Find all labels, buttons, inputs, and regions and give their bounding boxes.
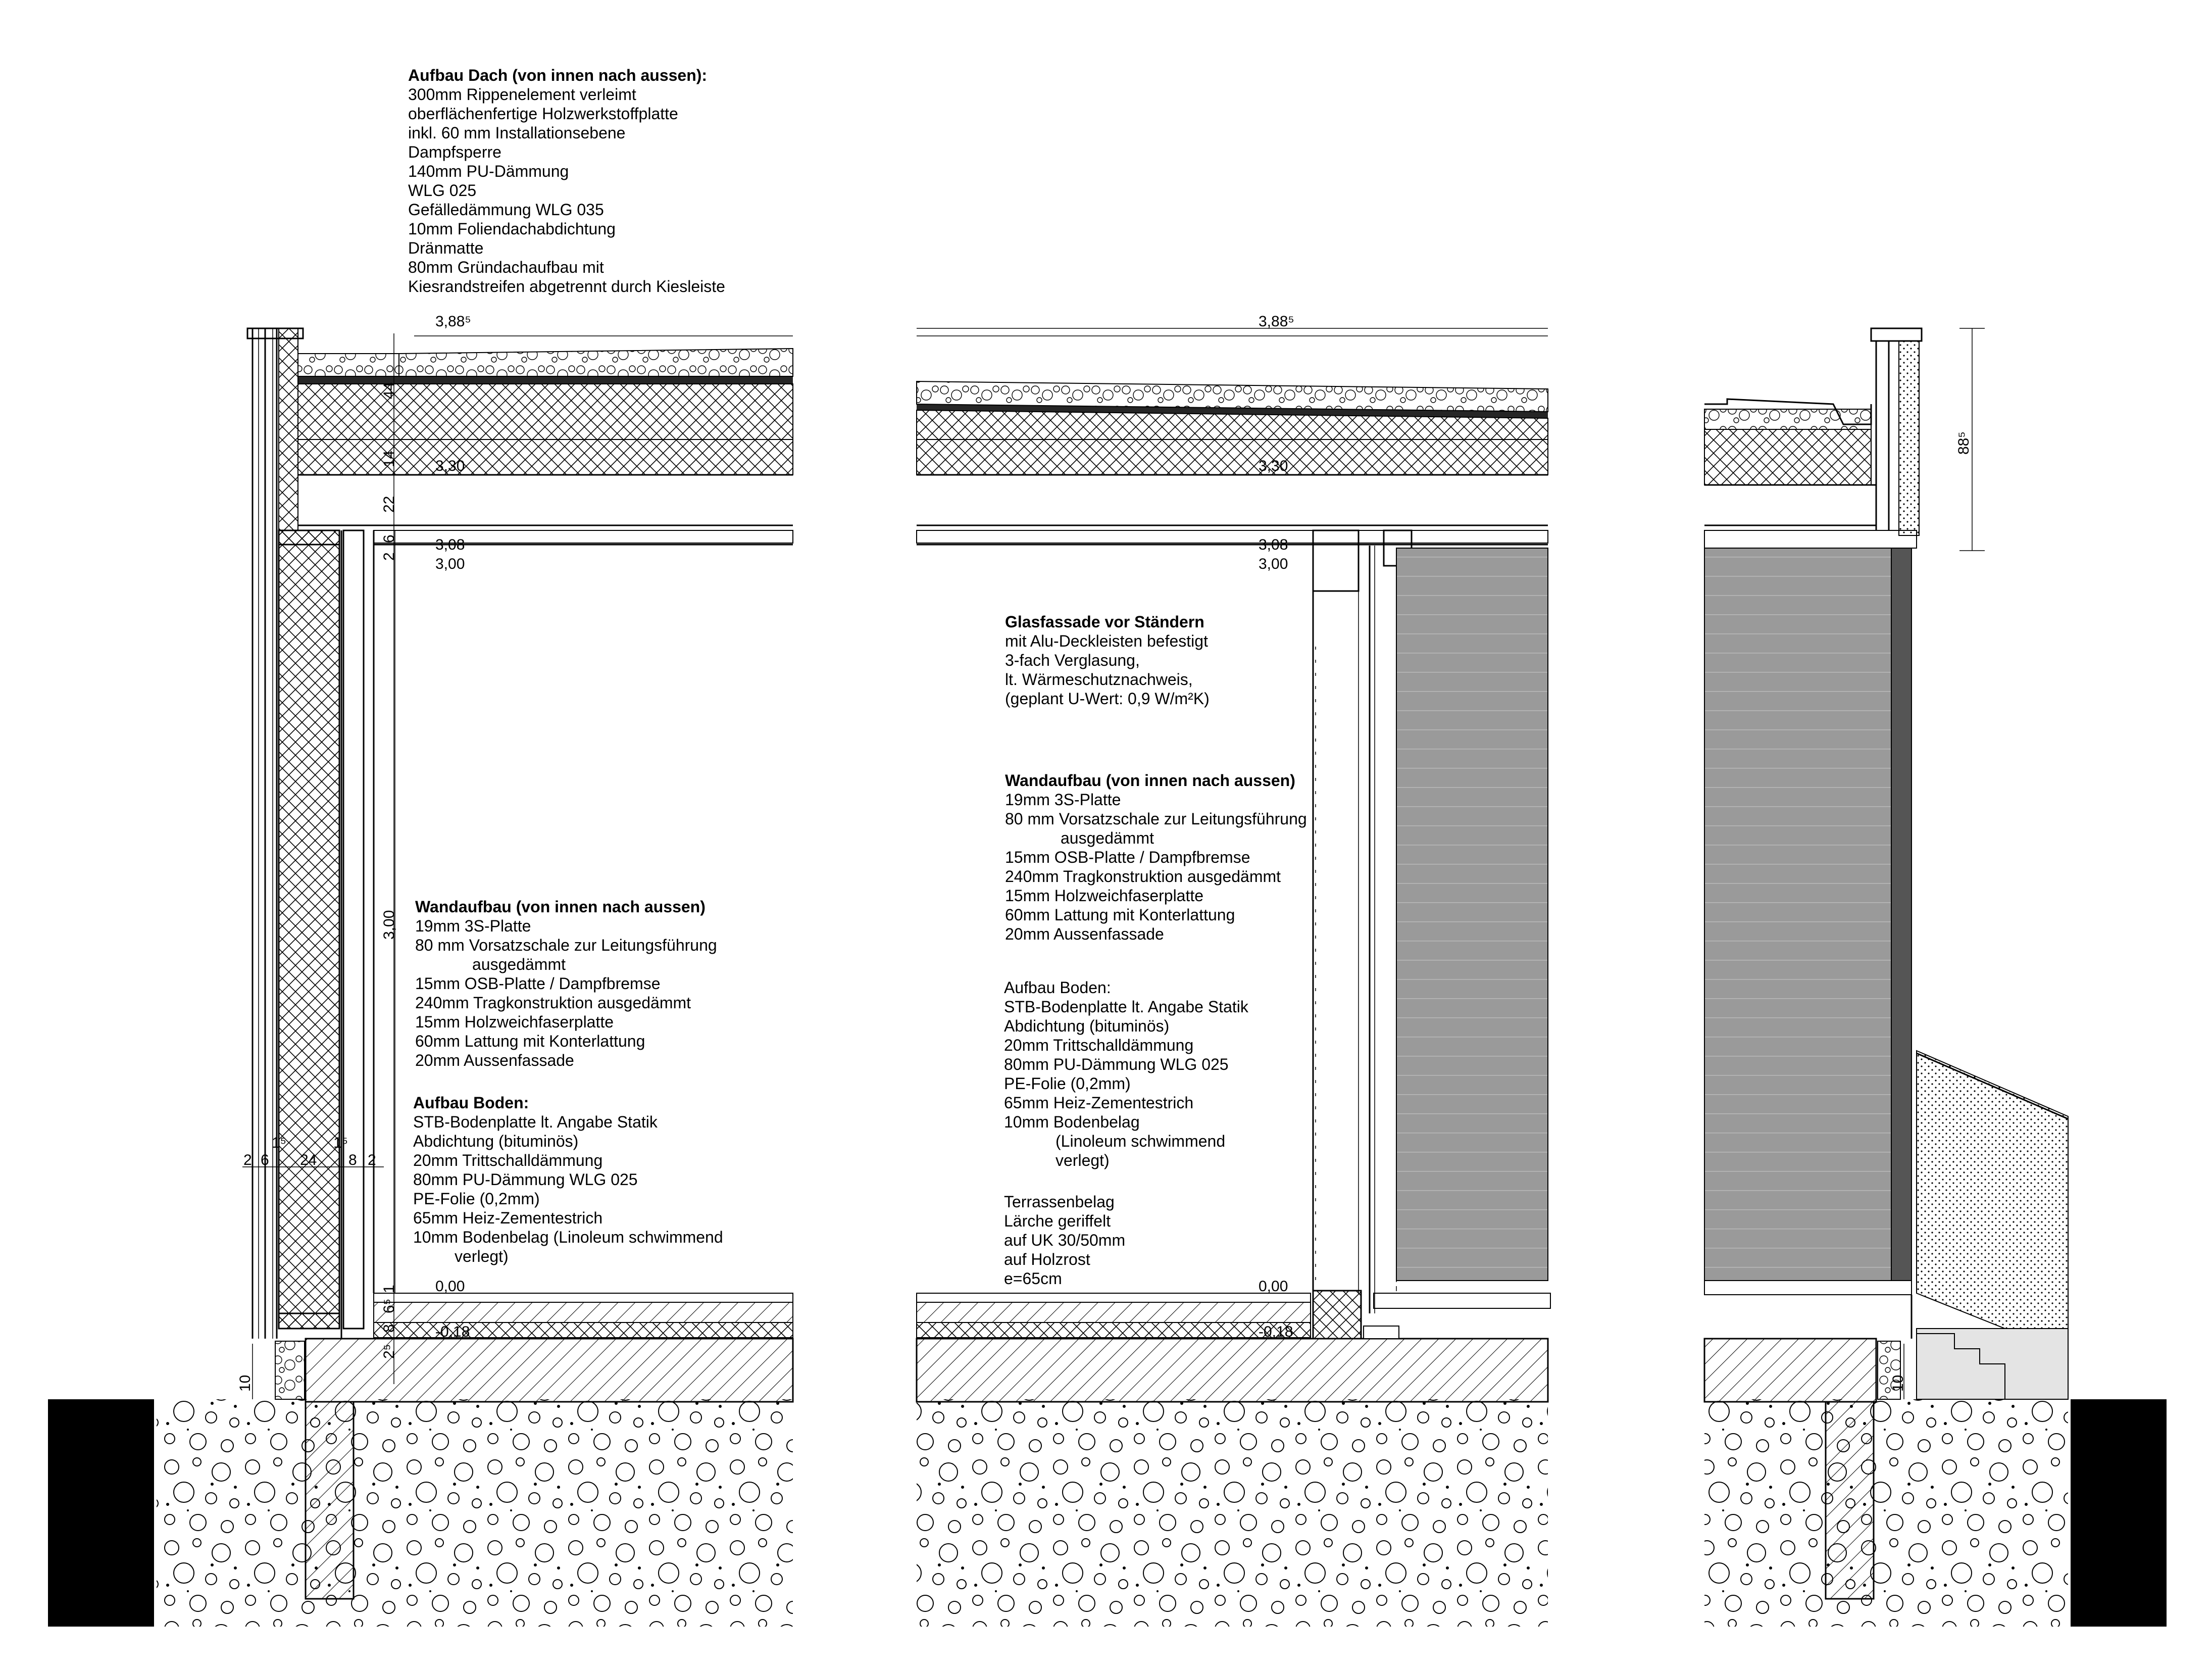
dim-wall-6: 6 [261, 1152, 269, 1168]
note-roof-line: 300mm Rippenelement verleimt [408, 85, 636, 104]
note-roof-line: 140mm PU-Dämmung [408, 162, 569, 180]
level-floor-mid: 0,00 [1259, 1278, 1288, 1295]
note-wall-left-line: 15mm OSB-Platte / Dampfbremse [415, 974, 661, 993]
note-floor-right-line: 65mm Heiz-Zementestrich [1004, 1094, 1194, 1112]
note-glass-heading: Glasfassade vor Ständern [1005, 613, 1204, 631]
note-floor-right-line: 80mm PU-Dämmung WLG 025 [1004, 1055, 1229, 1073]
note-floor-right-line: Abdichtung (bituminös) [1004, 1017, 1170, 1035]
dim-wall-8: 8 [348, 1152, 357, 1168]
level-ceiling-left: 3,00 [435, 556, 465, 572]
dim-floor-65: 6⁵ [381, 1298, 397, 1313]
note-floor-right-line: 20mm Trittschalldämmung [1004, 1036, 1194, 1054]
ground [157, 1399, 2068, 1627]
note-wall-right-line: 80 mm Vorsatzschale zur Leitungsführung [1005, 810, 1307, 828]
note-wall-left-line: ausgedämmt [472, 955, 566, 973]
note-floor-left-line: 20mm Trittschalldämmung [413, 1151, 603, 1169]
note-roof-line: WLG 025 [408, 181, 477, 200]
left-wall [253, 328, 395, 1339]
floor-buildup [374, 1293, 1311, 1338]
ground-edge-block-left [48, 1399, 154, 1627]
floor-slab [306, 1339, 1876, 1402]
right-roof-parapet [1704, 328, 1922, 548]
level-roof-top-left: 3,88⁵ [435, 313, 471, 330]
note-floor-left-line: Abdichtung (bituminös) [413, 1132, 579, 1150]
note-roof-line: Dränmatte [408, 239, 484, 257]
note-glass [1005, 613, 1210, 708]
note-floor-left-line: PE-Folie (0,2mm) [413, 1190, 540, 1208]
note-wall-right-heading: Wandaufbau (von innen nach aussen) [1005, 771, 1295, 790]
note-floor-right-line: PE-Folie (0,2mm) [1004, 1074, 1131, 1093]
note-roof-line: 80mm Gründachaufbau mit [408, 258, 604, 276]
note-floor-right-line: 10mm Bodenbelag [1004, 1113, 1140, 1131]
note-floor-right-line: verlegt) [1055, 1151, 1110, 1169]
note-wall-right-line: 19mm 3S-Platte [1005, 791, 1121, 809]
note-roof-line: inkl. 60 mm Installationsebene [408, 124, 626, 142]
note-wall-right [1005, 771, 1307, 943]
note-floor-left-line: STB-Bodenplatte lt. Angabe Statik [413, 1113, 658, 1131]
note-floor-right-line: STB-Bodenplatte lt. Angabe Statik [1004, 998, 1248, 1016]
ground-edge-block-right [2071, 1399, 2167, 1627]
dim-roof-2: 2 [381, 552, 397, 561]
note-roof-line: Kiesrandstreifen abgetrennt durch Kiesleiste [408, 277, 725, 296]
dim-wall-15a: 1⁵ [272, 1135, 287, 1151]
terrace-railing [1917, 1051, 2068, 1399]
dim-floor-1: 1 [381, 1285, 397, 1293]
dim-wall-24: 24 [300, 1152, 317, 1168]
dim-wall-15b: 1⁵ [333, 1135, 348, 1151]
note-floor-left-line: 80mm PU-Dämmung WLG 025 [413, 1170, 638, 1189]
note-floor-left-line: 10mm Bodenbelag (Linoleum schwimmend [413, 1228, 723, 1246]
note-floor-right-heading: Aufbau Boden: [1004, 978, 1111, 997]
facade-corner-profile [1891, 548, 1912, 1281]
note-wall-right-line: 15mm OSB-Platte / Dampfbremse [1005, 848, 1250, 866]
level-ceiling-top-mid: 3,08 [1259, 536, 1288, 553]
note-wall-right-line: 60mm Lattung mit Konterlattung [1005, 906, 1235, 924]
note-wall-right-line: 240mm Tragkonstruktion ausgedämmt [1005, 867, 1281, 886]
note-glass-line: 3-fach Verglasung, [1005, 651, 1140, 669]
note-roof-line: oberflächenfertige Holzwerkstoffplatte [408, 105, 678, 123]
note-roof-line: 10mm Foliendachabdichtung [408, 220, 616, 238]
dim-roof-6: 6 [381, 534, 397, 543]
note-terrace-line: Lärche geriffelt [1004, 1212, 1111, 1230]
roof-left [247, 328, 793, 545]
dim-floor-25: 2⁵ [381, 1344, 397, 1359]
note-wall-right-line: ausgedämmt [1061, 829, 1154, 847]
level-ceiling-mid: 3,00 [1259, 556, 1288, 572]
note-wall-left-line: 15mm Holzweichfaserplatte [415, 1013, 614, 1031]
note-glass-line: lt. Wärmeschutznachweis, [1005, 670, 1193, 689]
facade-base-rail [1704, 1281, 1912, 1295]
note-roof-heading: Aufbau Dach (von innen nach aussen): [408, 66, 708, 84]
dim-parapet: 88⁵ [1955, 431, 1972, 455]
dim-roof-14: 14 [381, 450, 397, 467]
note-wall-left-heading: Wandaufbau (von innen nach aussen) [415, 898, 706, 916]
dim-room-height: 3,00 [381, 910, 397, 940]
note-floor-right [1004, 978, 1249, 1169]
note-glass-line: (geplant U-Wert: 0,9 W/m²K) [1005, 690, 1210, 708]
note-glass-line: mit Alu-Deckleisten befestigt [1005, 632, 1208, 650]
note-wall-left [415, 898, 717, 1069]
dim-plinth-right: 10 [1890, 1375, 1906, 1392]
note-roof-line: Gefälledämmung WLG 035 [408, 201, 604, 219]
dim-plinth-left: 10 [237, 1375, 254, 1392]
note-floor-left-heading: Aufbau Boden: [413, 1094, 529, 1112]
roof-mid [917, 328, 1548, 545]
dim-floor-8: 8 [381, 1324, 397, 1333]
perimeter-insulation-left [275, 1341, 305, 1399]
note-floor-right-line: (Linoleum schwimmend [1055, 1132, 1226, 1150]
dim-wall-2a: 2 [243, 1152, 252, 1168]
level-roof-struct-left: 3,30 [435, 458, 465, 474]
note-wall-left-line: 19mm 3S-Platte [415, 917, 531, 935]
note-terrace-line: Terrassenbelag [1004, 1193, 1115, 1211]
note-terrace-line: auf Holzrost [1004, 1250, 1090, 1268]
note-wall-left-line: 80 mm Vorsatzschale zur Leitungsführung [415, 936, 717, 954]
note-wall-left-line: 60mm Lattung mit Konterlattung [415, 1032, 645, 1050]
note-floor-left [413, 1094, 723, 1265]
level-roof-top-mid: 3,88⁵ [1259, 313, 1294, 330]
note-terrace-line: auf UK 30/50mm [1004, 1231, 1126, 1249]
note-roof-line: Dampfsperre [408, 143, 501, 161]
note-wall-left-line: 20mm Aussenfassade [415, 1051, 574, 1069]
dim-roof-44: 44 [381, 382, 397, 399]
note-terrace [1004, 1193, 1125, 1288]
note-roof [408, 66, 725, 296]
level-floor-left: 0,00 [435, 1278, 465, 1295]
level-slab-left: -0,18 [435, 1323, 470, 1340]
note-wall-right-line: 15mm Holzweichfaserplatte [1005, 887, 1204, 905]
level-slab-mid: -0,18 [1259, 1323, 1293, 1340]
note-wall-right-line: 20mm Aussenfassade [1005, 925, 1164, 943]
dim-wall-2b: 2 [368, 1152, 376, 1168]
level-ceiling-top-left: 3,08 [435, 536, 465, 553]
facade-cladding-right [1704, 548, 1891, 1281]
level-roof-struct-mid: 3,30 [1259, 458, 1288, 474]
note-terrace-line: e=65cm [1004, 1269, 1062, 1288]
note-floor-left-line: 65mm Heiz-Zementestrich [413, 1209, 603, 1227]
note-floor-left-line: verlegt) [455, 1247, 509, 1265]
dim-roof-22: 22 [381, 496, 397, 513]
note-wall-left-line: 240mm Tragkonstruktion ausgedämmt [415, 994, 691, 1012]
facade-cladding-mid [1396, 548, 1548, 1281]
